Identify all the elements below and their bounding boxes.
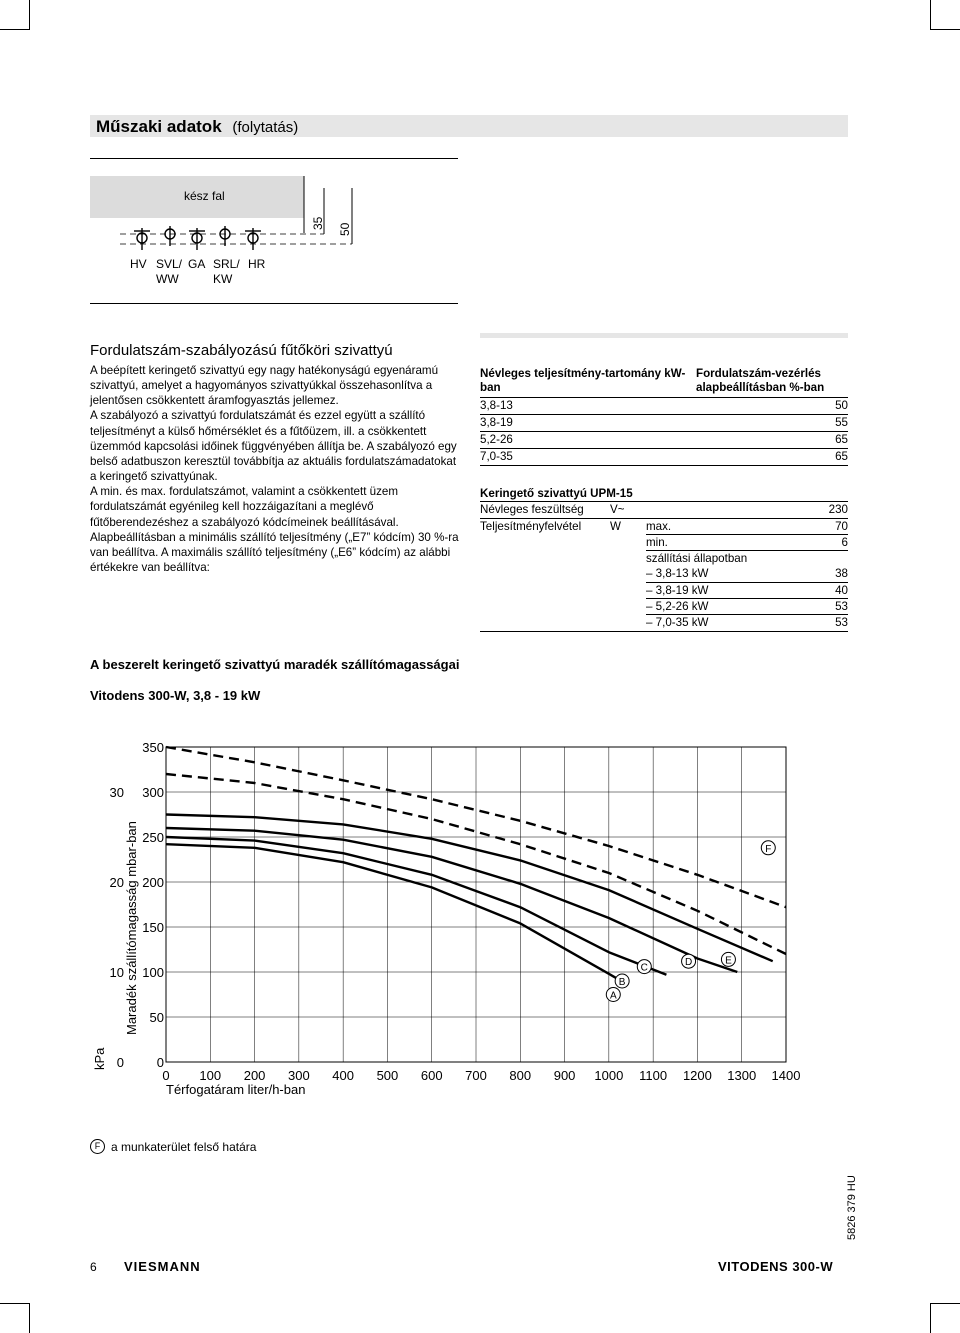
table-cell: 3,8-19 xyxy=(480,415,696,432)
connection-drawing xyxy=(90,168,462,293)
table-cell: 230 xyxy=(800,502,848,518)
x-tick-label: 1300 xyxy=(727,1068,757,1083)
table-cell: 55 xyxy=(696,415,848,432)
column-header: Fordulatszám-vezérlés alapbeállításban %-ban xyxy=(696,366,848,398)
table-cell: – 3,8-19 kW xyxy=(646,582,800,598)
table-cell: Teljesítményfelvétel xyxy=(480,519,582,533)
y-tick-label: 0 xyxy=(156,1055,164,1070)
curve-c xyxy=(166,828,737,972)
product-name: VITODENS 300-W xyxy=(718,1259,834,1274)
kpa-tick-label: 0 xyxy=(116,1055,124,1070)
table-cell: 70 xyxy=(800,518,848,534)
table-cell: 38 xyxy=(800,566,848,582)
table-cell: 65 xyxy=(696,432,848,449)
y-tick-label: 100 xyxy=(142,965,164,980)
x-tick-label: 1000 xyxy=(594,1068,624,1083)
chart-subheading: Vitodens 300-W, 3,8 - 19 kW xyxy=(90,688,261,703)
document-number: 5826 379 HU xyxy=(846,1175,858,1240)
x-axis-label: Térfogatáram liter/h-ban xyxy=(166,1082,306,1097)
connection-label-svl: SVL/ WW xyxy=(156,257,183,286)
pump-section-heading: Fordulatszám-szabályozású fűtőköri szivattyú xyxy=(90,342,393,359)
pump-data-table xyxy=(480,486,848,632)
paragraph: A beépített keringető szivattyú egy nagy hatékonyságú egyenáramú szivattyú, amelyet a hagyományos szivattyúkkal összehasonlítva a jelentősen csökkentett áramfogyasztás jellemez. xyxy=(90,364,439,408)
chart-legend xyxy=(90,1139,256,1154)
table-cell: 6 xyxy=(800,534,848,550)
marker-label: C xyxy=(640,962,648,974)
y-tick-label: 150 xyxy=(142,920,164,935)
pump-table-title: Keringető szivattyú UPM-15 xyxy=(480,486,848,502)
connection-label-srl: SRL/ KW xyxy=(213,257,240,286)
table-cell: W xyxy=(610,519,621,533)
table-cell: Névleges feszültség xyxy=(480,502,610,518)
x-tick-label: 900 xyxy=(553,1068,576,1083)
x-tick-label: 800 xyxy=(509,1068,532,1083)
page-number: 6 xyxy=(90,1260,97,1274)
connection-label-hv: HV xyxy=(130,257,147,271)
kpa-axis-label: kPa xyxy=(92,1047,107,1070)
curve-marker-f xyxy=(761,841,775,855)
x-tick-label: 400 xyxy=(332,1068,354,1083)
x-tick-label: 1400 xyxy=(771,1068,801,1083)
x-tick-label: 1100 xyxy=(639,1068,668,1083)
curve-b xyxy=(166,837,666,975)
y-tick-label: 50 xyxy=(149,1010,164,1025)
legend-marker-f: F xyxy=(90,1139,105,1154)
x-tick-label: 300 xyxy=(288,1068,310,1083)
speed-setting-table xyxy=(480,366,848,466)
table-cell: 65 xyxy=(696,449,848,466)
paragraph: A min. és max. fordulatszámot, valamint a csökkentett üzem fordulatszámát egyénileg kell hozzáigazítani a meglévő fűtőberendezéshez a szabályozó kódcímeinek beállításával. xyxy=(90,485,399,529)
x-tick-label: 0 xyxy=(162,1068,170,1083)
crop-mark xyxy=(930,1303,931,1333)
x-tick-label: 600 xyxy=(420,1068,443,1083)
crop-mark xyxy=(29,0,30,30)
table-cell: min. xyxy=(646,534,800,550)
pipe-symbols xyxy=(134,226,261,250)
y-tick-label: 300 xyxy=(142,785,164,800)
wall-label: kész fal xyxy=(184,189,225,203)
curve-marker-c xyxy=(637,960,651,974)
title-subtitle: (folytatás) xyxy=(232,119,299,136)
table-cell: – 5,2-26 kW xyxy=(646,599,800,615)
brand-logo: VIESMANN xyxy=(124,1259,201,1274)
connection-label-hr: HR xyxy=(248,257,266,271)
table-cell: – 3,8-13 kW xyxy=(646,566,800,582)
crop-mark xyxy=(930,1303,960,1304)
x-tick-label: 1200 xyxy=(682,1068,712,1083)
divider xyxy=(90,303,458,304)
x-tick-label: 200 xyxy=(243,1068,266,1083)
dimension-50: 50 xyxy=(338,222,352,236)
table-cell: 53 xyxy=(800,599,848,615)
x-tick-label: 100 xyxy=(199,1068,222,1083)
curve-marker-b xyxy=(615,974,629,988)
crop-mark xyxy=(930,0,931,30)
crop-mark xyxy=(0,1303,30,1304)
x-tick-label: 500 xyxy=(376,1068,399,1083)
paragraph: A szabályozó a szivattyú fordulatszámát és ezzel együtt a szállító teljesítményt a külső hőmérséklet és a fűtőüzem, ill. a csökkentett üzemmód kapcsolási időinek függvényében állítja be. A szabályozó egy belső adatbuszon keresztül továbbítja az aktuális fordulatszámadatokat a keringető szivattyúnak. xyxy=(90,409,457,484)
x-tick-label: 700 xyxy=(465,1068,487,1083)
marker-label: F xyxy=(765,843,772,855)
kpa-tick-label: 30 xyxy=(109,785,124,800)
table-cell: 5,2-26 xyxy=(480,432,696,449)
crop-mark xyxy=(930,29,960,30)
crop-mark xyxy=(0,29,30,30)
table-cell: 3,8-13 xyxy=(480,398,696,415)
curve-marker-e xyxy=(721,952,735,966)
column-header: Névleges teljesítmény-tartomány kW-ban xyxy=(480,366,696,398)
y-axis-label: Maradék szállítómagasság mbar-ban xyxy=(124,821,139,1035)
table-cell: – 7,0-35 kW xyxy=(646,615,800,631)
crop-mark xyxy=(29,1303,30,1333)
chart-markers xyxy=(606,841,775,1002)
curve-marker-d xyxy=(682,954,696,968)
curve-marker-a xyxy=(606,988,620,1002)
table-header-strip xyxy=(480,333,848,338)
table-cell: V~ xyxy=(610,502,646,518)
y-tick-label: 250 xyxy=(142,830,164,845)
y-tick-label: 200 xyxy=(142,875,164,890)
kpa-tick-label: 10 xyxy=(109,965,124,980)
marker-label: A xyxy=(609,990,617,1002)
table-cell xyxy=(646,502,800,518)
table-cell: 40 xyxy=(800,582,848,598)
marker-label: E xyxy=(725,955,732,967)
table-cell: szállítási állapotban xyxy=(646,552,748,566)
page-title xyxy=(96,117,298,137)
dimension-35: 35 xyxy=(311,216,325,230)
table-cell: 7,0-35 xyxy=(480,449,696,466)
table-cell: 50 xyxy=(696,398,848,415)
kpa-tick-label: 20 xyxy=(109,875,124,890)
connection-label-ga: GA xyxy=(188,257,206,271)
chart-heading: A beszerelt keringető szivattyú maradék szállítómagasságai xyxy=(90,657,460,672)
table-cell: 53 xyxy=(800,615,848,631)
legend-text: a munkaterület felső határa xyxy=(111,1139,257,1154)
pump-description xyxy=(90,363,462,575)
divider xyxy=(90,158,458,159)
y-tick-label: 350 xyxy=(142,740,164,755)
marker-label: D xyxy=(684,957,693,969)
title-text: Műszaki adatok xyxy=(96,117,222,136)
marker-label: B xyxy=(618,977,626,988)
pump-curve-chart xyxy=(80,735,840,1110)
paragraph: Alapbeállításban a minimális szállító teljesítmény („E7” kódcím) 30 %-ra van beállítva. A maximális szállító teljesítmény („E6” kódcím) az alábbi értékekre van beállítva: xyxy=(90,530,459,575)
table-cell: max. xyxy=(646,518,800,534)
